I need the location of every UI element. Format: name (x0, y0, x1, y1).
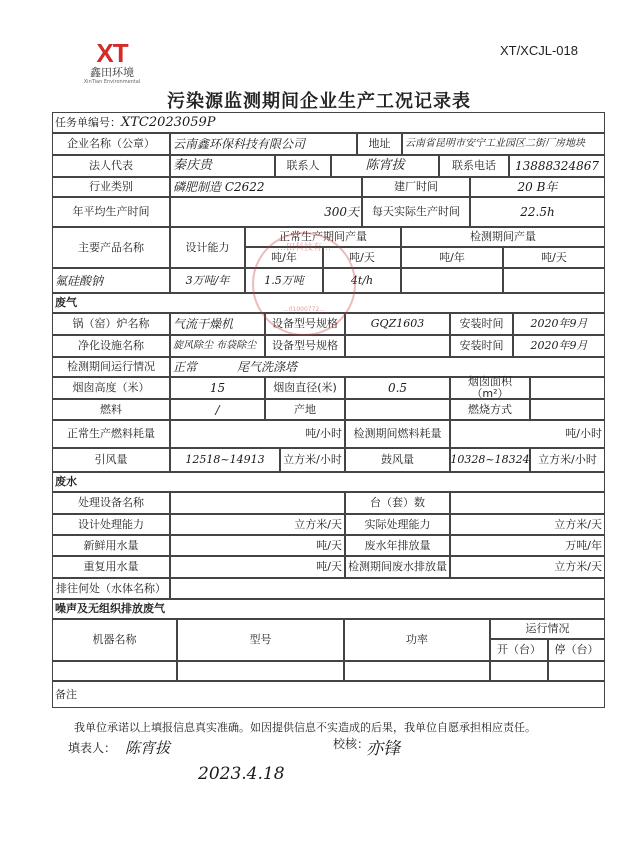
fresh-water-unit: 吨/天 (170, 535, 345, 556)
fresh-water-label: 新鲜用水量 (52, 535, 170, 556)
filler-label: 填表人： (68, 741, 117, 755)
remark-label: 备注 (55, 687, 77, 701)
noise-row-model (177, 661, 344, 681)
install-time-value-2: 2020年9月 (513, 335, 605, 357)
normal-output-label: 正常生产期间产量 (245, 227, 401, 247)
remark-row (52, 681, 605, 708)
logo-english: XinTian Environmental (83, 79, 141, 85)
chimney-area-value (530, 377, 605, 399)
install-time-label-2: 安装时间 (450, 335, 513, 357)
normal-fuel-unit: 吨/小时 (170, 420, 345, 448)
induced-air-value: 12518~14913 (170, 448, 280, 472)
install-time-label: 安装时间 (450, 313, 513, 335)
actual-treat-unit: 立方米/天 (450, 514, 605, 535)
company-label: 企业名称（公章） (52, 133, 170, 155)
induced-air-label: 引风量 (52, 448, 170, 472)
section-waste-gas: 废气 (52, 293, 605, 313)
task-number-label: 任务单编号： (55, 115, 121, 129)
contact-label: 联系人 (275, 155, 331, 177)
sign-date: 2023.4.18 (198, 764, 285, 784)
normal-day-value: 4t/h (323, 268, 401, 293)
treat-equip-label: 处理设备名称 (52, 492, 170, 514)
model-label: 型号 (177, 619, 344, 661)
ww-annual-unit: 万吨/年 (450, 535, 605, 556)
chimney-area-label: 烟囱面积（m²） (450, 377, 530, 399)
section-waste-water: 废水 (52, 472, 605, 492)
machine-label: 机器名称 (52, 619, 177, 661)
normal-year-value: 1.5万吨 (245, 268, 323, 293)
discharge-value (170, 578, 605, 599)
chimney-height-value: 15 (170, 377, 265, 399)
design-treat-label: 设计处理能力 (52, 514, 170, 535)
phone-label: 联系电话 (439, 155, 509, 177)
checker-signature: 亦锋 (366, 739, 400, 759)
annual-time-label: 年平均生产时间 (52, 197, 170, 227)
design-capacity-value: 3万吨/年 (170, 268, 245, 293)
built-time-value: 20 B年 (470, 177, 605, 197)
equip-model-label-2: 设备型号规格 (265, 335, 345, 357)
monitor-day-value (503, 268, 605, 293)
stamp-code: …01000772… (282, 306, 326, 313)
monitor-status-text: 正常 (173, 360, 198, 374)
equip-model-label: 设备型号规格 (265, 313, 345, 335)
burn-mode-value (530, 399, 605, 420)
company-logo (82, 40, 142, 86)
monitor-status-label: 检测期间运行情况 (52, 357, 170, 377)
record-form (52, 112, 605, 708)
sets-value (450, 492, 605, 514)
task-number-value: XTC2023059P (121, 114, 216, 130)
main-product-label: 主要产品名称 (52, 227, 170, 268)
actual-treat-label: 实际处理能力 (345, 514, 450, 535)
annual-time-value: 300天 (170, 197, 362, 227)
phone-value: 13888324867 (509, 155, 605, 177)
monitor-ton-year-label: 吨/年 (401, 247, 503, 268)
company-value: 云南鑫环保科技有限公司 (170, 133, 357, 155)
chimney-diameter-label: 烟囱直径(米) (265, 377, 345, 399)
address-value: 云南省昆明市安宁工业园区二街厂房地块 (402, 133, 605, 155)
noise-row-off (548, 661, 605, 681)
treat-equip-value (170, 492, 345, 514)
industry-value: 磷肥制造 C2622 (170, 177, 362, 197)
monitor-fuel-label: 检测期间燃料耗量 (345, 420, 450, 448)
design-capacity-label: 设计能力 (170, 227, 245, 268)
sets-label: 台（套）数 (345, 492, 450, 514)
address-label: 地址 (357, 133, 402, 155)
origin-label: 产地 (265, 399, 345, 420)
task-number-row (52, 112, 605, 133)
built-time-label: 建厂时间 (362, 177, 470, 197)
monitor-year-value (401, 268, 503, 293)
monitor-fuel-unit: 吨/小时 (450, 420, 605, 448)
reuse-water-unit: 吨/天 (170, 556, 345, 578)
normal-fuel-label: 正常生产燃料耗量 (52, 420, 170, 448)
filler-signature: 陈宵拔 (125, 739, 171, 757)
stamp-text: …田科技有… (276, 243, 331, 253)
daily-hours-label: 每天实际生产时间 (362, 197, 470, 227)
normal-ton-year-label: 吨/年 (245, 247, 323, 268)
legal-rep-value: 秦庆贵 (170, 155, 275, 177)
industry-label: 行业类别 (52, 177, 170, 197)
monitor-status-note: 尾气洗涤塔 (237, 360, 298, 374)
boiler-label: 锅（窑）炉名称 (52, 313, 170, 335)
logo-name: 鑫田环境 (90, 66, 134, 79)
ww-annual-label: 废水年排放量 (345, 535, 450, 556)
noise-row-on (490, 661, 548, 681)
design-treat-unit: 立方米/天 (170, 514, 345, 535)
induced-air-unit: 立方米/小时 (280, 448, 345, 472)
blow-air-unit: 立方米/小时 (530, 448, 605, 472)
monitor-output-label: 检测期间产量 (401, 227, 605, 247)
equip-model-value: GQZ1603 (345, 313, 450, 335)
chimney-height-label: 烟囱高度（米） (52, 377, 170, 399)
chimney-diameter-value: 0.5 (345, 377, 450, 399)
noise-row-power (344, 661, 490, 681)
fuel-value: / (170, 399, 265, 420)
company-stamp (252, 232, 356, 336)
pledge-statement: 我单位承诺以上填报信息真实准确。如因提供信息不实造成的后果，我单位自愿承担相应责任。 (74, 721, 536, 734)
document-number: XT/XCJL-018 (499, 43, 578, 58)
boiler-value: 气流干燥机 (170, 313, 265, 335)
contact-value: 陈宵拔 (331, 155, 439, 177)
monitor-ww-label: 检测期间废水排放量 (345, 556, 450, 578)
install-time-value: 2020年9月 (513, 313, 605, 335)
noise-row-machine (52, 661, 177, 681)
legal-rep-label: 法人代表 (52, 155, 170, 177)
product-value: 氟硅酸钠 (52, 268, 170, 293)
fuel-label: 燃料 (52, 399, 170, 420)
power-label: 功率 (344, 619, 490, 661)
origin-value (345, 399, 450, 420)
monitor-ton-day-label: 吨/天 (503, 247, 605, 268)
on-count-label: 开（台） (490, 639, 548, 661)
off-count-label: 停（台） (548, 639, 605, 661)
reuse-water-label: 重复用水量 (52, 556, 170, 578)
burn-mode-label: 燃烧方式 (450, 399, 530, 420)
blow-air-label: 鼓风量 (345, 448, 450, 472)
logo-mark: XT (96, 38, 128, 68)
checker-label: 校核： (333, 737, 370, 751)
discharge-label: 排往何处（水体名称） (52, 578, 170, 599)
daily-hours-value: 22.5h (470, 197, 605, 227)
monitor-status-value (170, 357, 605, 377)
purify-value: 旋风除尘 布袋除尘 (170, 335, 265, 357)
equip-model-value-2 (345, 335, 450, 357)
monitor-ww-unit: 立方米/天 (450, 556, 605, 578)
normal-ton-day-label: 吨/天 (323, 247, 401, 268)
operation-label: 运行情况 (490, 619, 605, 639)
page-title: 污染源监测期间企业生产工况记录表 (167, 91, 471, 112)
blow-air-value: 10328~18324 (450, 448, 530, 472)
purify-label: 净化设施名称 (52, 335, 170, 357)
section-noise: 噪声及无组织排放废气 (52, 599, 605, 619)
